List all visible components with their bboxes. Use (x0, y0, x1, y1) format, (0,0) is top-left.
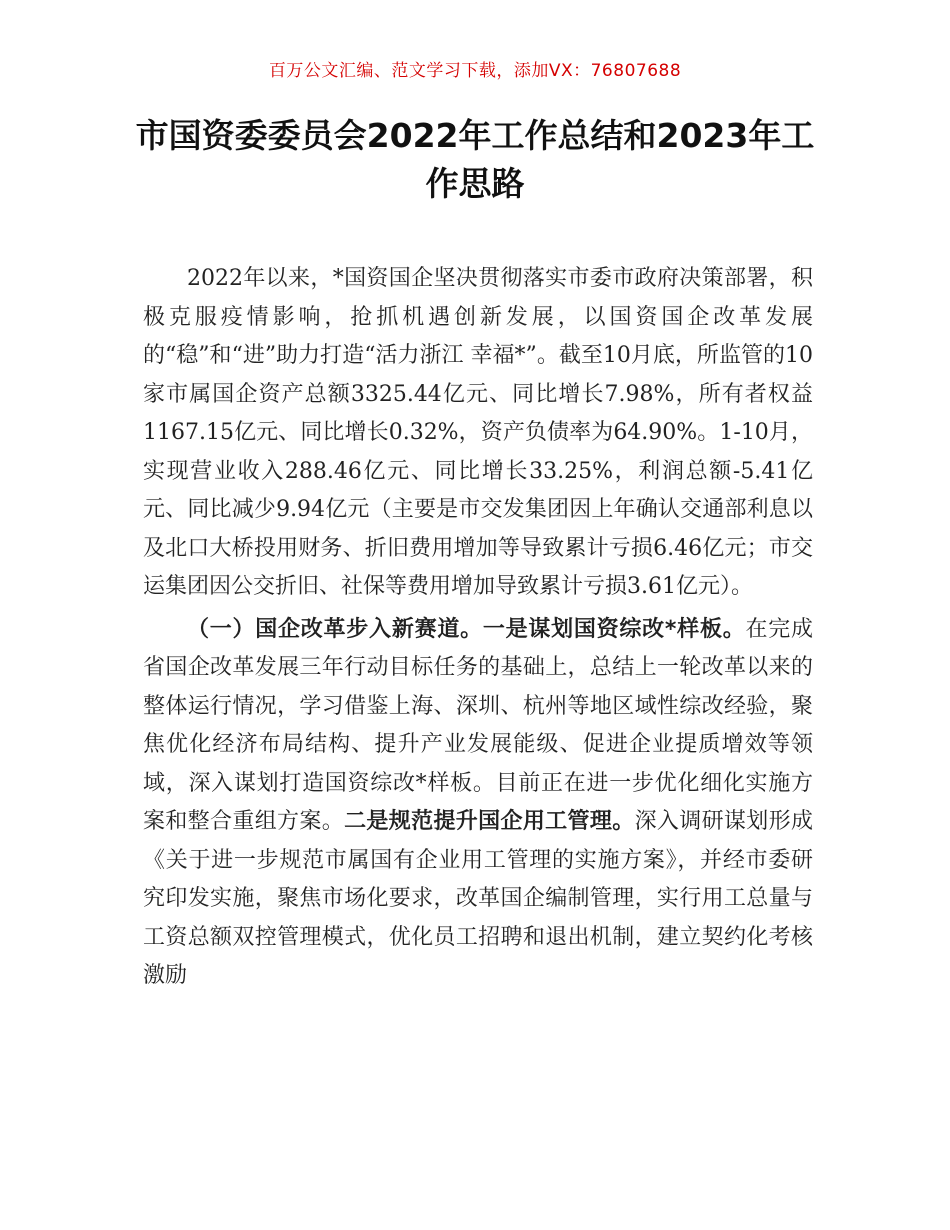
paragraph-section-1 (143, 611, 813, 996)
point-2-heading: 二是规范提升国企用工管理。 (344, 809, 635, 834)
point-1-heading: 一是谋划国资综改*样板。 (482, 616, 746, 642)
header-banner: 百万公文汇编、范文学习下载，添加VX：76807688 (268, 61, 682, 81)
document-body (143, 260, 813, 996)
section-1-heading: （一）国企改革步入新赛道。 (187, 616, 483, 642)
point-1-text: 在完成省国企改革发展三年行动目标任务的基础上，总结上一轮改革以来的整体运行情况，学习借鉴上海、深圳、杭州等地区域性综改经验，聚焦优化经济布局结构、提升产业发展能级、促进企业提质增效等领域，深入谋划打造国资综改*样板。目前正在进一步优化细化实施方案和整合重组方案。 (143, 616, 813, 834)
document-title: 市国资委委员会2022年工作总结和2023年工作思路 (135, 116, 815, 203)
paragraph-intro: 2022年以来，*国资国企坚决贯彻落实市委市政府决策部署，积极克服疫情影响，抢抓机遇创新发展，以国资国企改革发展的“稳”和“进”助力打造“活力浙江 幸福*”。截至10月底，所监管的10家市属国企资产总额3325.44亿元、同比增长7.98%，所有者权益1167.15亿元、同比增长0.32%，资产负债率为64.90%。1-10月，实现营业收入288.46亿元、同比增长33.25%，利润总额-5.41亿元、同比减少9.94亿元（主要是市交发集团因上年确认交通部利息以及北口大桥投用财务、折旧费用增加等导致累计亏损6.46亿元；市交运集团因公交折旧、社保等费用增加导致累计亏损3.61亿元）。 (143, 266, 813, 599)
point-2-text: 深入调研谋划形成《关于进一步规范市属国有企业用工管理的实施方案》，并经市委研究印发实施，聚焦市场化要求，改革国企编制管理，实行用工总量与工资总额双控管理模式，优化员工招聘和退出机制，建立契约化考核激励 (143, 809, 813, 988)
